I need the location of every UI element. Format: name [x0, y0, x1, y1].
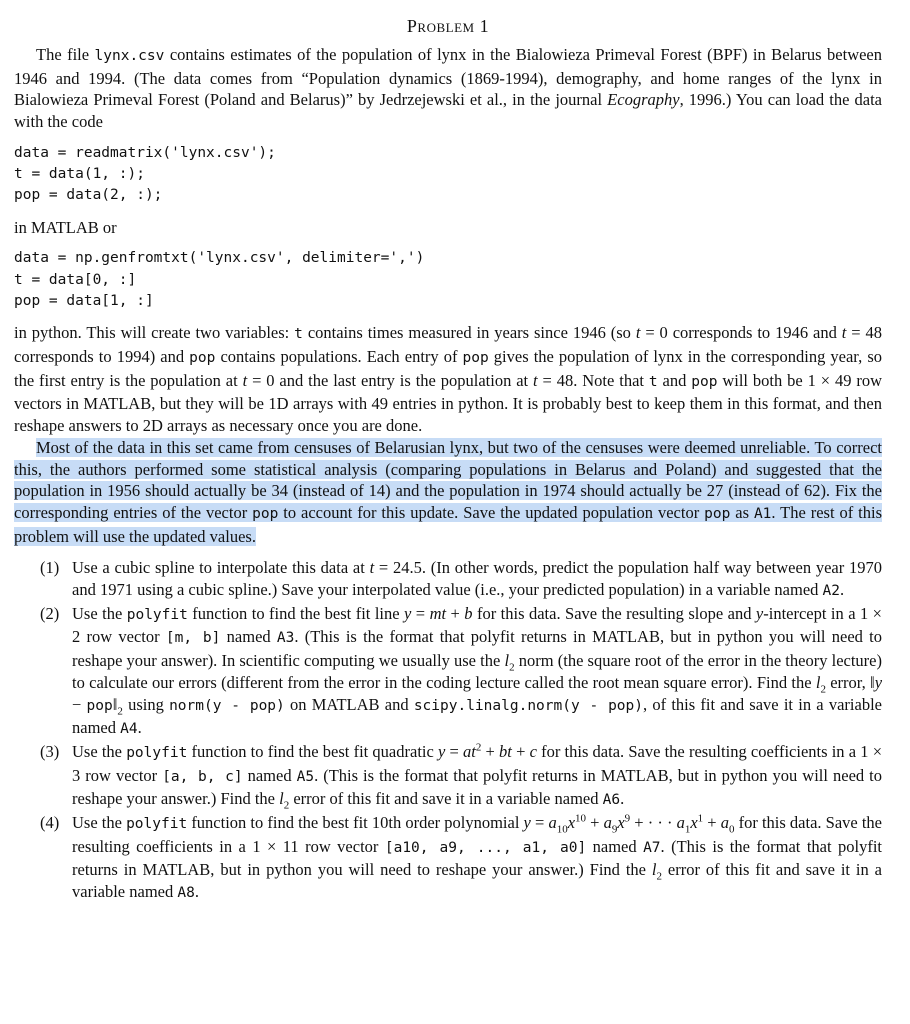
- subscript: 2: [117, 704, 123, 717]
- code: A4: [120, 721, 138, 738]
- math-var: c: [529, 741, 537, 761]
- math-var: l: [279, 789, 284, 809]
- text: ‖: [112, 694, 118, 714]
- text: +: [703, 813, 721, 833]
- task-item-1: [14, 557, 882, 602]
- text: error, ‖: [825, 672, 875, 692]
- text: =: [411, 603, 430, 623]
- text: contains times measured in years since 1946 (so: [302, 323, 636, 343]
- code: pop: [86, 697, 113, 714]
- code: pop: [462, 350, 489, 366]
- text: named: [586, 836, 644, 856]
- text: +: [586, 813, 604, 833]
- text: function to find the best fit 10th order polynomial: [187, 813, 524, 833]
- text: , of this fit and save it in a variable named: [72, 694, 882, 738]
- subscript: 9: [611, 823, 618, 836]
- text: =: [445, 741, 464, 761]
- code: [m, b]: [165, 630, 221, 647]
- text: + · · ·: [630, 813, 677, 833]
- code: A5: [296, 768, 315, 785]
- task-item-2: [14, 603, 882, 741]
- code: pop: [691, 373, 718, 390]
- superscript: 2: [475, 741, 482, 754]
- text: = 48. Note that: [537, 370, 649, 390]
- text: Use the: [72, 813, 127, 833]
- item-number: (4): [40, 813, 60, 833]
- code: t: [294, 326, 303, 343]
- subscript: 2: [509, 661, 515, 674]
- text: for this data. Save the resulting slope and: [472, 603, 756, 623]
- text: named: [242, 765, 297, 785]
- filename: lynx.csv: [94, 48, 165, 64]
- code: [a, b, c]: [162, 768, 243, 785]
- math-var: t: [369, 558, 375, 578]
- page-title: Problem 1: [406, 16, 490, 36]
- code: pop: [252, 505, 279, 522]
- math-var: a: [548, 813, 557, 833]
- text: for this data. Save the resulting coefficients in a 1 × 11 row vector: [72, 813, 883, 856]
- item-number: (3): [40, 741, 60, 761]
- code: polyfit: [126, 744, 188, 761]
- text: using: [122, 694, 170, 714]
- math-var: t: [635, 323, 641, 343]
- text: Use the: [72, 603, 127, 623]
- superscript: 1: [697, 812, 704, 825]
- math-var: l: [815, 672, 821, 692]
- math-var: mt: [429, 603, 447, 623]
- journal-name: Ecography: [607, 90, 680, 110]
- text: -intercept in a 1 × 2 row vector: [72, 603, 882, 647]
- text: =: [530, 813, 549, 833]
- text: +: [481, 741, 500, 761]
- text: function to find the best fit line: [187, 603, 405, 623]
- math-var: b: [464, 603, 473, 623]
- in-matlab-text: in MATLAB or: [14, 217, 117, 237]
- text: = 0 corresponds to 1946 and: [640, 323, 842, 343]
- code: [a10, a9, ..., a1, a0]: [384, 839, 587, 856]
- highlight: [14, 438, 882, 546]
- code: norm(y - pop): [169, 697, 285, 714]
- superscript: 10: [575, 812, 587, 825]
- math-var: l: [504, 651, 510, 671]
- math-var: t: [242, 370, 248, 390]
- text: The file: [36, 45, 95, 64]
- text: Use a cubic spline to interpolate this data at: [72, 558, 370, 578]
- text: gives the population of lynx in the corresponding year, so the first entry is the population at: [14, 347, 882, 390]
- text: .: [194, 882, 199, 902]
- text: norm (the square root of the error in the theory lecture) to calculate our errors (different from the error in the coding lecture called the root mean square error). Find the: [72, 651, 883, 692]
- subscript: 2: [656, 870, 663, 883]
- text: +: [446, 603, 465, 623]
- variables-paragraph: [14, 322, 882, 437]
- text: function to find the best fit quadratic: [187, 741, 438, 761]
- text: −: [72, 694, 87, 714]
- math-var: x: [567, 813, 576, 833]
- task-item-3: [14, 741, 882, 812]
- math-var: l: [651, 860, 657, 880]
- superscript: 9: [624, 812, 631, 825]
- item-number: (2): [40, 603, 60, 623]
- code: pop: [189, 350, 216, 366]
- math-var: t: [533, 370, 538, 390]
- code: pop: [704, 505, 731, 522]
- math-var: bt: [499, 741, 512, 761]
- text: = 0 and the last entry is the population at: [247, 370, 534, 390]
- text: error of this fit and save it in a variable named: [72, 860, 882, 902]
- text: contains estimates of the population of lynx in the Bialowieza Primeval Forest (BPF) in Belarus between 1946 and 1994. (The data comes from “Population dynamics (1869-1994), demography, and home ranges of the lynx in Bialowieza Primeval Forest (Poland and Belarus)” by Jedrzejewski et al., in the journal: [14, 45, 883, 110]
- subscript: 0: [728, 823, 735, 836]
- code: polyfit: [126, 816, 188, 833]
- text: for this data. Save the resulting coefficients in a 1 × 3 row vector: [72, 741, 882, 785]
- text: .: [840, 580, 845, 600]
- text: and: [657, 370, 692, 390]
- subscript: 1: [684, 823, 691, 836]
- math-var: at: [463, 741, 476, 761]
- math-var: y: [755, 603, 764, 623]
- text: , 1996.) You can load the data with the code: [14, 90, 882, 132]
- text: .: [137, 718, 142, 738]
- math-var: a: [603, 813, 612, 833]
- code: A1: [753, 505, 772, 522]
- subscript: 10: [556, 823, 568, 836]
- python-code-block: data = np.genfromtxt('lynx.csv', delimiter=',') t = data[0, :] pop = data[1, :]: [14, 250, 425, 309]
- subscript: 2: [283, 799, 290, 812]
- text: = 24.5. (In other words, predict the population half way between year 1970 and 1971 using a cubic spline.) Save your interpolated value (i.e., your predicted population) in a variable named: [72, 558, 882, 600]
- text: .: [620, 789, 625, 809]
- task-list: [14, 557, 882, 905]
- text: = 48 corresponds to 1994) and: [14, 323, 882, 366]
- text: . The rest of this problem will use the updated values.: [14, 502, 882, 546]
- math-var: x: [617, 813, 625, 833]
- math-var: x: [690, 813, 698, 833]
- text: +: [511, 741, 530, 761]
- intro-paragraph: [14, 44, 882, 133]
- text: in python. This will create two variables:: [14, 323, 295, 343]
- code: scipy.linalg.norm(y - pop): [413, 697, 643, 714]
- problem-page: [14, 0, 882, 905]
- code: A2: [822, 583, 840, 600]
- text: Use the: [72, 741, 127, 761]
- code: polyfit: [126, 606, 188, 623]
- code: A6: [602, 792, 621, 809]
- subscript: 2: [820, 683, 826, 696]
- text: . (This is the format that polyfit returns in MATLAB, but in python you will need to reshape your answer.) Find the: [72, 765, 882, 809]
- code: A7: [643, 839, 661, 856]
- code: A3: [276, 630, 295, 647]
- text: named: [220, 627, 277, 647]
- code: A8: [177, 885, 195, 902]
- code: t: [648, 373, 658, 390]
- text: as: [730, 502, 754, 522]
- matlab-code-block: data = readmatrix('lynx.csv'); t = data(1, :); pop = data(2, :);: [14, 144, 276, 204]
- text: to account for this update. Save the updated population vector: [278, 502, 705, 522]
- text: will both be 1 × 49 row vectors in MATLAB, but they will be 1D arrays with 49 entries in python. It is probably best to keep them in this format, and then reshape answers to 2D arrays as necessary once you are done.: [14, 370, 883, 436]
- math-var: y: [874, 672, 883, 692]
- text: . (This is the format that polyfit returns in MATLAB, but in python you will need to reshape your answer.) Find the: [72, 836, 883, 880]
- math-var: a: [676, 813, 685, 833]
- math-var: y: [404, 603, 412, 623]
- item-number: (1): [40, 558, 60, 578]
- math-var: t: [841, 323, 847, 343]
- text: on MATLAB and: [284, 694, 414, 714]
- highlighted-paragraph: [14, 437, 882, 548]
- math-var: y: [438, 741, 446, 761]
- text: contains populations. Each entry of: [215, 347, 463, 366]
- text: error of this fit and save it in a variable named: [289, 789, 603, 809]
- math-var: a: [720, 813, 729, 833]
- task-item-4: [14, 812, 882, 905]
- text: Most of the data in this set came from censuses of Belarusian lynx, but two of the censuses were deemed unreliable. To correct this, the authors performed some statistical analysis (comparing populations in Belarus and Poland) and suggested that the population in 1956 should actually be 34 (instead of 14) and the population in 1974 should actually be 27 (instead of 62). Fix the corresponding entries of the vector: [14, 437, 882, 522]
- math-var: y: [523, 813, 531, 833]
- text: . (This is the format that polyfit returns in MATLAB, but in python you will need to reshape your answer). In scientific computing we usually use the: [72, 627, 882, 671]
